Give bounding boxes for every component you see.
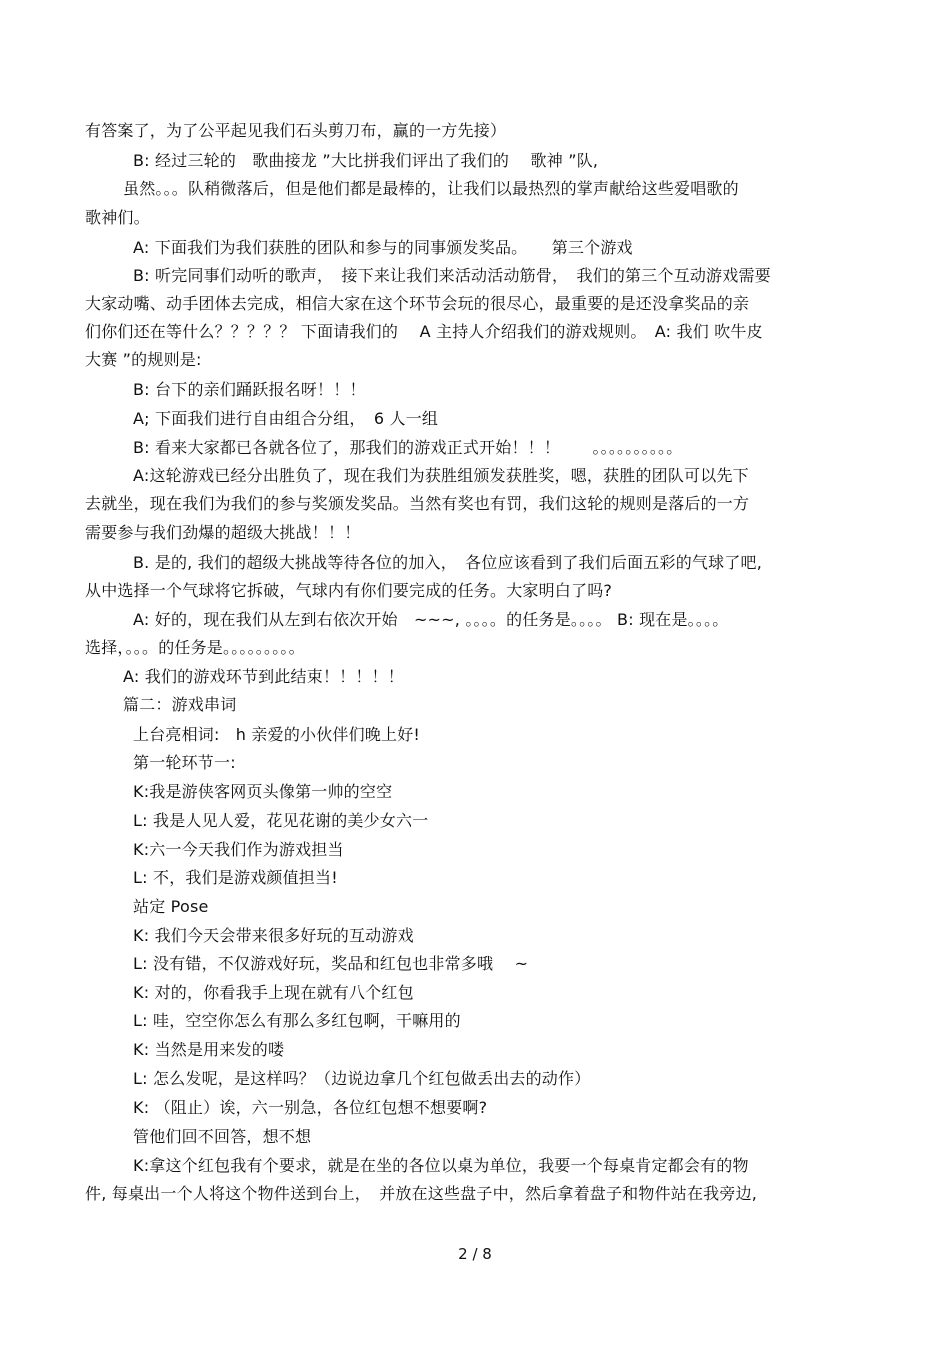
text-line: A: 下面我们为我们获胜的团队和参与的同事颁发奖品。 第三个游戏 [133,238,633,257]
text-line: 有答案了，为了公平起见我们石头剪刀布，赢的一方先接） [85,121,507,140]
text-line: 去就坐，现在我们为我们的参与奖颁发奖品。当然有奖也有罚，我们这轮的规则是落后的一方 [85,494,750,513]
text-line: L: 不，我们是游戏颜值担当! [133,868,338,887]
text-line: 大家动嘴、动手团体去完成，相信大家在这个环节会玩的很尽心，最重要的是还没拿奖品的亲 [85,294,750,313]
text-line: B: 经过三轮的 歌曲接龙 ”大比拼我们评出了我们的 歌神 ”队, [133,151,599,170]
text-line: 从中选择一个气球将它拆破，气球内有你们要完成的任务。大家明白了吗? [85,581,613,600]
text-line: 大赛 ”的规则是: [85,350,202,369]
text-line: K: 对的，你看我手上现在就有八个红包 [133,983,414,1002]
text-line: K: （阻止）诶，六一别急，各位红包想不想要啊? [133,1098,488,1117]
text-line: 第一轮环节一: [133,753,236,772]
section-heading: 篇二：游戏串词 [123,695,237,714]
text-line: K: 当然是用来发的喽 [133,1040,285,1059]
text-line: A:这轮游戏已经分出胜负了，现在我们为获胜组颁发获胜奖，嗯，获胜的团队可以先下 [133,466,749,485]
text-line: L: 没有错，不仅游戏好玩，奖品和红包也非常多哦 ~ [133,954,529,973]
text-line: K:我是游侠客网页头像第一帅的空空 [133,782,393,801]
text-line: B: 台下的亲们踊跃报名呀！！！ [133,380,366,399]
text-line: 上台亮相词: h 亲爱的小伙伴们晚上好! [133,725,421,744]
text-line: 件, 每桌出一个人将这个物件送到台上， 并放在这些盘子中，然后拿着盘子和物件站在我旁边, [85,1184,758,1203]
text-line: L: 哇，空空你怎么有那么多红包啊，干嘛用的 [133,1011,461,1030]
text-line: 需要参与我们劲爆的超级大挑战！！！ [85,523,361,542]
text-line: 选择，。。。的任务是。。。。。。。。。 [85,638,305,657]
text-line: L: 我是人见人爱，花见花谢的美少女六一 [133,811,429,830]
text-line: 管他们回不回答，想不想 [133,1127,312,1146]
text-line: 们你们还在等什么？？？？？ 下面请我们的 A 主持人介绍我们的游戏规则。 A: 我们 吹牛皮 [85,322,763,341]
text-line: 站定 Pose [133,897,209,916]
text-line: B: 看来大家都已各就各位了，那我们的游戏正式开始！！！ 。。。。。。。。。。 [133,438,683,457]
text-line: K:六一今天我们作为游戏担当 [133,840,344,859]
text-line: K: 我们今天会带来很多好玩的互动游戏 [133,926,414,945]
text-line: B: 听完同事们动听的歌声， 接下来让我们来活动活动筋骨， 我们的第三个互动游戏需要 [133,266,771,285]
text-line: L: 怎么发呢，是这样吗？（边说边拿几个红包做丢出去的动作） [133,1069,591,1088]
text-line: 歌神们。 [85,208,150,227]
text-line: 虽然。。。队稍微落后，但是他们都是最棒的，让我们以最热烈的掌声献给这些爱唱歌的 [123,179,739,198]
text-line: A; 下面我们进行自由组合分组， 6 人一组 [133,409,439,428]
text-line: B. 是的, 我们的超级大挑战等待各位的加入， 各位应该看到了我们后面五彩的气球了吧, [133,553,763,572]
page-number: 2 / 8 [458,1245,492,1263]
text-line: A: 我们的游戏环节到此结束！！！！！ [123,667,404,686]
text-line: A: 好的，现在我们从左到右依次开始 ~~~, 。。。。的任务是。。。。 B: 现在是。。。。 [133,610,729,629]
text-line: K:拿这个红包我有个要求，就是在坐的各位以桌为单位，我要一个每桌肯定都会有的物 [133,1156,749,1175]
